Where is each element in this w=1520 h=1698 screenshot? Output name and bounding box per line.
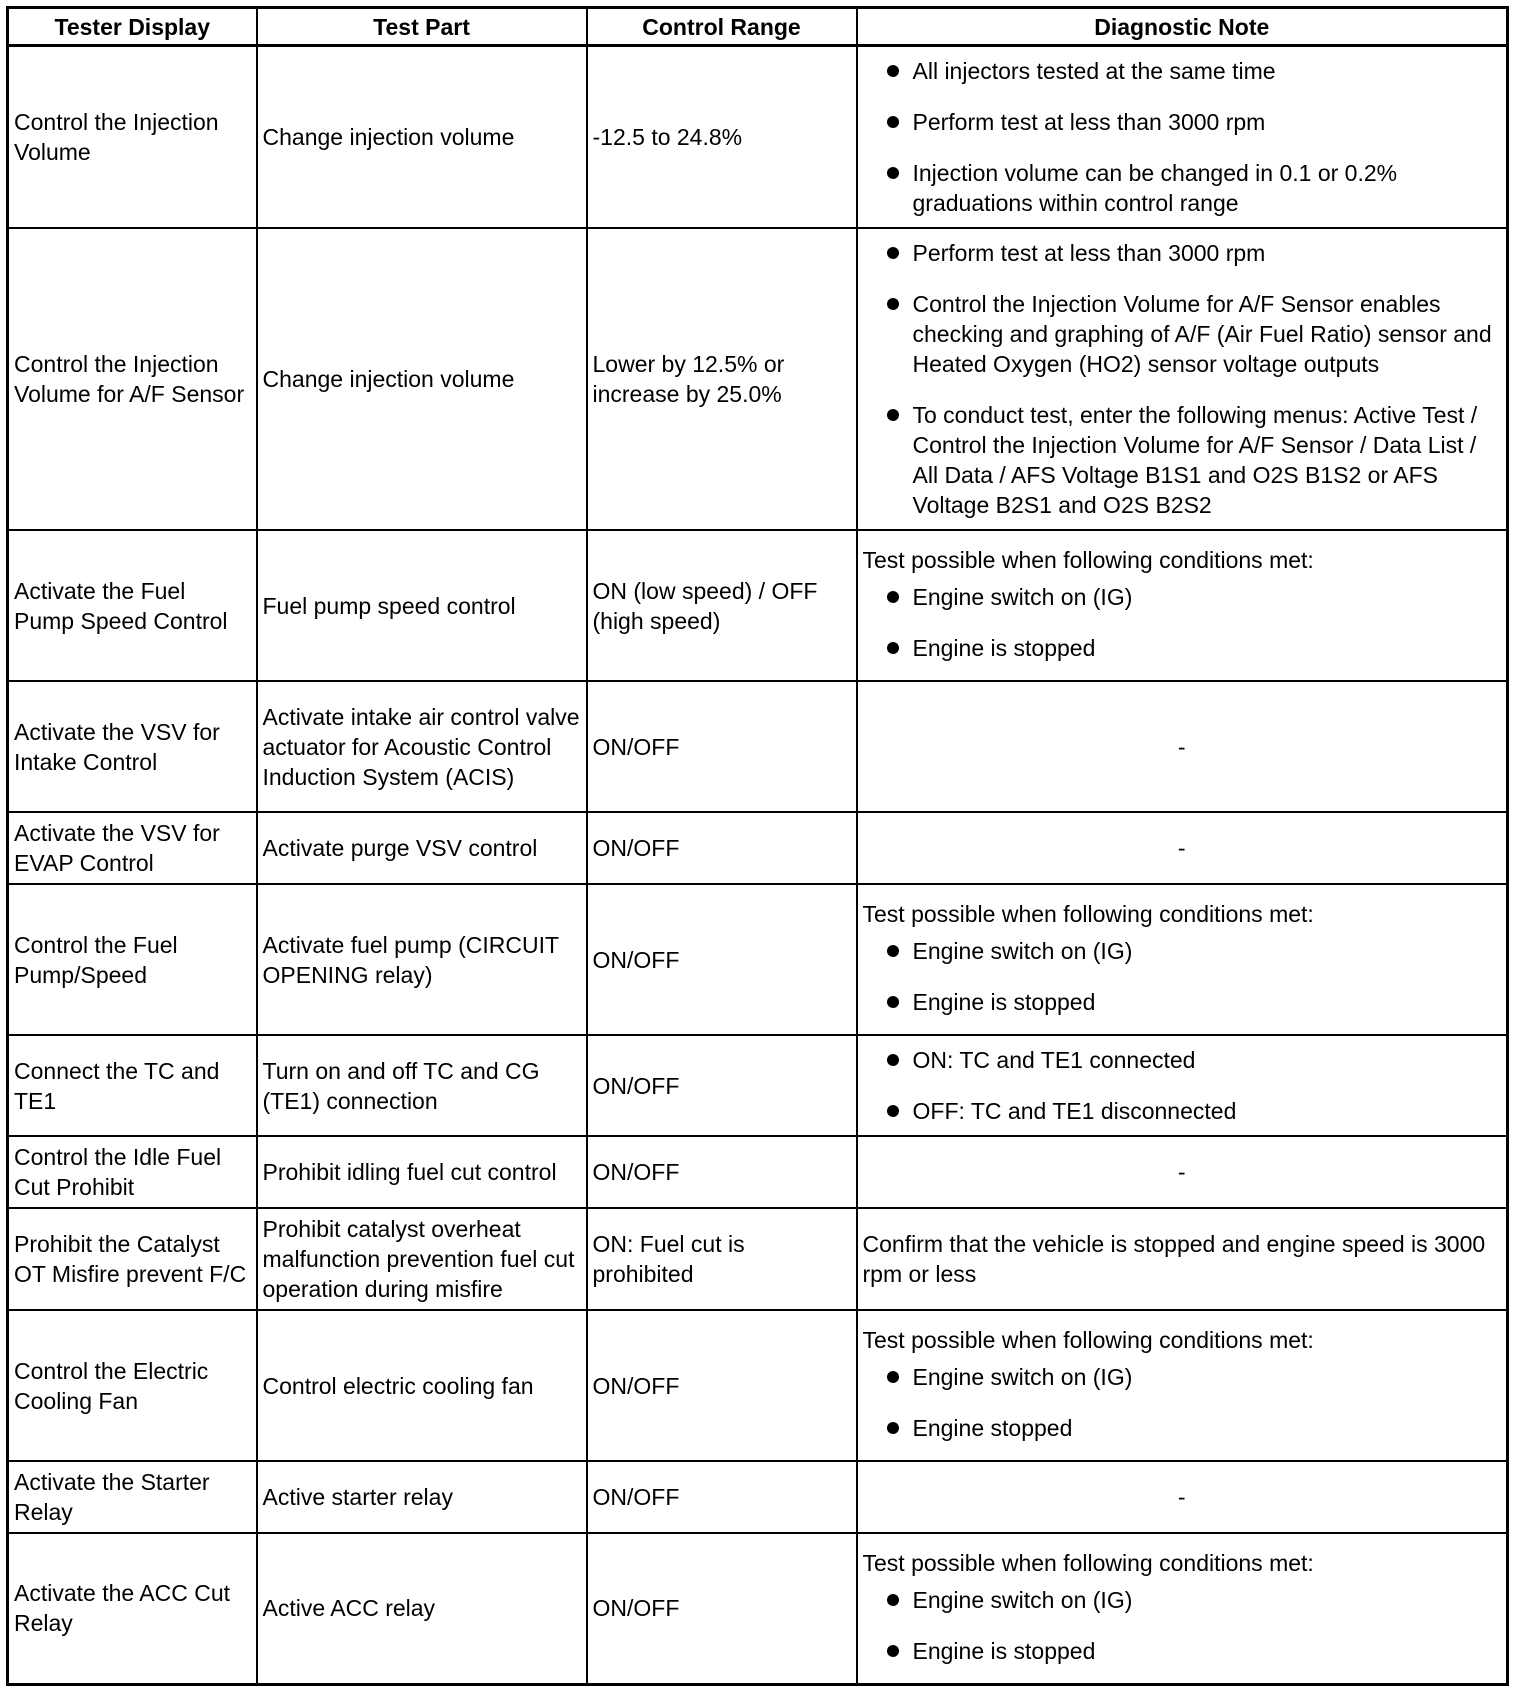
table-body: [8, 46, 1508, 1685]
note-bullet-item: Engine is stopped: [863, 987, 1502, 1017]
control-range-cell: ON/OFF: [587, 1310, 857, 1461]
note-text: Test possible when following conditions met:: [862, 547, 1314, 573]
note-bullet-item: Engine switch on (IG): [863, 582, 1502, 612]
tester-display-cell: Activate the VSV for EVAP Control: [8, 812, 257, 884]
note-bullet-item: Engine is stopped: [863, 1636, 1502, 1666]
control-range-cell: ON/OFF: [587, 1136, 857, 1208]
note-bullet-item: Engine switch on (IG): [863, 1362, 1502, 1392]
tester-display-cell: Control the Injection Volume: [8, 46, 257, 229]
tester-display-cell: Control the Idle Fuel Cut Prohibit: [8, 1136, 257, 1208]
note-bullet-item: Perform test at less than 3000 rpm: [863, 107, 1502, 137]
note-bullet-item: Engine stopped: [863, 1413, 1502, 1443]
header-diagnostic-note: Diagnostic Note: [857, 8, 1508, 46]
diagnostic-note-cell: -: [857, 1461, 1508, 1533]
test-part-cell: Change injection volume: [257, 228, 587, 530]
note-text: Test possible when following conditions met:: [862, 1327, 1314, 1353]
diagnostic-note-cell: [857, 884, 1508, 1035]
table-row: [8, 1208, 1508, 1310]
tester-display-cell: Activate the VSV for Intake Control: [8, 681, 257, 812]
table-row: [8, 228, 1508, 530]
note-bullet-list: [863, 1585, 1502, 1666]
tester-display-cell: Activate the Starter Relay: [8, 1461, 257, 1533]
header-tester-display: Tester Display: [8, 8, 257, 46]
control-range-cell: ON (low speed) / OFF (high speed): [587, 530, 857, 681]
diagnostic-note-cell: [857, 1533, 1508, 1684]
active-test-table: [6, 6, 1509, 1686]
note-bullet-list: [863, 582, 1502, 663]
tester-display-cell: Prohibit the Catalyst OT Misfire prevent F/C: [8, 1208, 257, 1310]
diagnostic-note-cell: [857, 228, 1508, 530]
diagnostic-note-cell: [857, 1035, 1508, 1136]
note-bullet-item: OFF: TC and TE1 disconnected: [863, 1096, 1502, 1126]
test-part-cell: Turn on and off TC and CG (TE1) connection: [257, 1035, 587, 1136]
control-range-cell: ON/OFF: [587, 812, 857, 884]
header-control-range: Control Range: [587, 8, 857, 46]
table-row: [8, 1310, 1508, 1461]
test-part-cell: Fuel pump speed control: [257, 530, 587, 681]
tester-display-cell: Activate the ACC Cut Relay: [8, 1533, 257, 1684]
table-row: [8, 1461, 1508, 1533]
test-part-cell: Active starter relay: [257, 1461, 587, 1533]
note-text: Test possible when following conditions met:: [862, 1549, 1314, 1576]
note-bullet-list: [863, 936, 1502, 1017]
note-bullet-item: Control the Injection Volume for A/F Sensor enables checking and graphing of A/F (Air Fuel Ratio) sensor and Heated Oxygen (HO2) sensor voltage outputs: [863, 289, 1502, 379]
table-row: [8, 1136, 1508, 1208]
test-part-cell: Change injection volume: [257, 46, 587, 229]
note-bullet-item: To conduct test, enter the following menus: Active Test / Control the Injection Volume for A/F Sensor / Data List / All Data / AFS Voltage B1S1 and O2S B1S2 or AFS Voltage B2S1 and O2S B2S2: [863, 400, 1502, 520]
diagnostic-note-cell: Confirm that the vehicle is stopped and engine speed is 3000 rpm or less: [857, 1208, 1508, 1310]
table-row: [8, 681, 1508, 812]
test-part-cell: Prohibit idling fuel cut control: [257, 1136, 587, 1208]
diagnostic-note-cell: -: [857, 812, 1508, 884]
note-bullet-item: All injectors tested at the same time: [863, 56, 1502, 86]
test-part-cell: Activate intake air control valve actuator for Acoustic Control Induction System (ACIS): [257, 681, 587, 812]
control-range-cell: ON/OFF: [587, 884, 857, 1035]
table-row: [8, 1035, 1508, 1136]
note-text: Test possible when following conditions met:: [862, 901, 1314, 927]
note-bullet-item: Engine switch on (IG): [863, 936, 1502, 966]
table-row: [8, 46, 1508, 229]
table-row: [8, 530, 1508, 681]
tester-display-cell: Control the Injection Volume for A/F Sensor: [8, 228, 257, 530]
note-bullet-list: [863, 238, 1502, 520]
table-row: [8, 812, 1508, 884]
header-test-part: Test Part: [257, 8, 587, 46]
note-bullet-item: Injection volume can be changed in 0.1 or 0.2% graduations within control range: [863, 158, 1502, 218]
test-part-cell: Activate purge VSV control: [257, 812, 587, 884]
tester-display-cell: Control the Fuel Pump/Speed: [8, 884, 257, 1035]
control-range-cell: ON/OFF: [587, 681, 857, 812]
note-bullet-item: Perform test at less than 3000 rpm: [863, 238, 1502, 268]
diagnostic-note-cell: -: [857, 681, 1508, 812]
tester-display-cell: Connect the TC and TE1: [8, 1035, 257, 1136]
diagnostic-note-cell: [857, 1310, 1508, 1461]
note-bullet-list: [863, 1362, 1502, 1443]
diagnostic-note-cell: -: [857, 1136, 1508, 1208]
test-part-cell: Activate fuel pump (CIRCUIT OPENING relay): [257, 884, 587, 1035]
diagnostic-note-cell: [857, 46, 1508, 229]
header-row: [8, 8, 1508, 46]
control-range-cell: ON/OFF: [587, 1035, 857, 1136]
note-bullet-item: Engine is stopped: [863, 633, 1502, 663]
tester-display-cell: Activate the Fuel Pump Speed Control: [8, 530, 257, 681]
table-row: [8, 1533, 1508, 1684]
control-range-cell: ON/OFF: [587, 1461, 857, 1533]
test-part-cell: Prohibit catalyst overheat malfunction prevention fuel cut operation during misfire: [257, 1208, 587, 1310]
tester-display-cell: Control the Electric Cooling Fan: [8, 1310, 257, 1461]
control-range-cell: Lower by 12.5% or increase by 25.0%: [587, 228, 857, 530]
test-part-cell: Control electric cooling fan: [257, 1310, 587, 1461]
control-range-cell: ON/OFF: [587, 1533, 857, 1684]
note-bullet-list: [863, 1045, 1502, 1126]
note-bullet-item: Engine switch on (IG): [863, 1585, 1502, 1615]
control-range-cell: ON: Fuel cut is prohibited: [587, 1208, 857, 1310]
note-bullet-item: ON: TC and TE1 connected: [863, 1045, 1502, 1075]
control-range-cell: -12.5 to 24.8%: [587, 46, 857, 229]
diagnostic-note-cell: [857, 530, 1508, 681]
test-part-cell: Active ACC relay: [257, 1533, 587, 1684]
note-bullet-list: [863, 56, 1502, 218]
table-row: [8, 884, 1508, 1035]
